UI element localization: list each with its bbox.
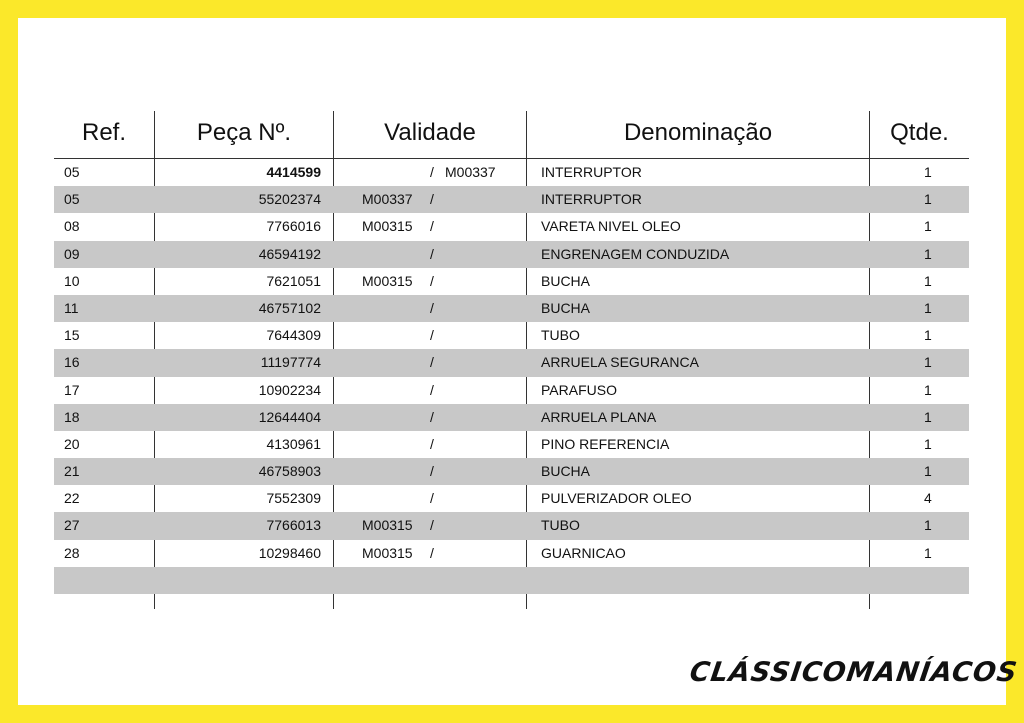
cell-qtde: 1 (924, 245, 932, 262)
cell-validade-separator: / (430, 245, 434, 262)
cell-validade-separator: / (430, 381, 434, 398)
table-row (54, 567, 969, 594)
table-body (54, 159, 969, 594)
cell-qtde: 4 (924, 490, 932, 507)
cell-denominacao: BUCHA (541, 272, 591, 289)
cell-qtde: 1 (924, 218, 932, 235)
cell-ref: 18 (64, 408, 80, 425)
cell-qtde: 1 (924, 381, 932, 398)
cell-validade-start: M00337 (362, 191, 413, 208)
table-row (54, 268, 969, 295)
cell-denominacao: TUBO (541, 327, 580, 344)
cell-peca: 4414599 (266, 164, 321, 180)
cell-denominacao: TUBO (541, 517, 580, 534)
cell-qtde: 1 (924, 164, 932, 180)
table-row (54, 458, 969, 485)
cell-validade-separator: / (430, 164, 434, 180)
table-row (54, 213, 969, 240)
cell-peca: 55202374 (258, 191, 321, 208)
cell-qtde: 1 (924, 435, 932, 452)
cell-validade-end: M00337 (445, 164, 496, 180)
header-ref: Ref. (81, 119, 126, 146)
cell-peca: 10298460 (258, 544, 321, 561)
cell-qtde: 1 (924, 354, 932, 371)
cell-denominacao: INTERRUPTOR (541, 164, 642, 180)
cell-peca: 46757102 (258, 299, 321, 316)
table-row (54, 485, 969, 512)
cell-peca: 7766013 (266, 517, 321, 534)
cell-ref: 16 (64, 354, 80, 371)
cell-validade-start: M00315 (362, 272, 413, 289)
cell-denominacao: ARRUELA SEGURANCA (541, 354, 699, 371)
table-row (54, 540, 969, 567)
cell-denominacao: PULVERIZADOR OLEO (541, 490, 692, 507)
table-row (54, 159, 969, 186)
header-denominacao: Denominação (623, 119, 773, 146)
header-validade: Validade (384, 119, 476, 146)
table-row (54, 512, 969, 539)
cell-denominacao: GUARNICAO (541, 544, 626, 561)
cell-validade-separator: / (430, 463, 434, 480)
cell-ref: 28 (64, 544, 80, 561)
cell-peca: 4130961 (266, 435, 321, 452)
cell-qtde: 1 (924, 544, 932, 561)
cell-qtde: 1 (924, 327, 932, 344)
table-row (54, 349, 969, 376)
cell-peca: 46594192 (258, 245, 321, 262)
cell-validade-separator: / (430, 490, 434, 507)
cell-denominacao: VARETA NIVEL OLEO (541, 218, 681, 235)
cell-validade-separator: / (430, 517, 434, 534)
cell-ref: 17 (64, 381, 80, 398)
table-row (54, 404, 969, 431)
brand-logo: CLÁSSICOMANÍACOS (687, 657, 1020, 688)
cell-ref: 09 (64, 245, 80, 262)
cell-peca: 7644309 (266, 327, 321, 344)
cell-peca: 46758903 (258, 463, 321, 480)
cell-ref: 08 (64, 218, 80, 235)
cell-peca: 7766016 (266, 218, 321, 235)
cell-denominacao: ENGRENAGEM CONDUZIDA (541, 245, 730, 262)
cell-qtde: 1 (924, 299, 932, 316)
cell-denominacao: INTERRUPTOR (541, 191, 642, 208)
cell-peca: 11197774 (260, 354, 321, 371)
table-row (54, 431, 969, 458)
table-row (54, 241, 969, 268)
table-row (54, 186, 969, 213)
cell-validade-separator: / (430, 544, 434, 561)
table-header (54, 111, 969, 158)
cell-validade-start: M00315 (362, 544, 413, 561)
cell-denominacao: BUCHA (541, 299, 591, 316)
table-row (54, 322, 969, 349)
cell-ref: 27 (64, 517, 80, 534)
cell-validade-separator: / (430, 408, 434, 425)
cell-peca: 7621051 (266, 272, 321, 289)
cell-peca: 10902234 (258, 381, 321, 398)
cell-qtde: 1 (924, 463, 932, 480)
document-page (18, 18, 1020, 705)
header-qtde: Qtde. (890, 119, 949, 146)
cell-validade-separator: / (430, 299, 434, 316)
cell-validade-start: M00315 (362, 517, 413, 534)
table-row (54, 295, 969, 322)
cell-qtde: 1 (924, 517, 932, 534)
table-row (54, 377, 969, 404)
cell-validade-separator: / (430, 327, 434, 344)
cell-ref: 10 (64, 272, 80, 289)
cell-peca: 7552309 (266, 490, 321, 507)
cell-ref: 05 (64, 191, 80, 208)
cell-validade-start: M00315 (362, 218, 413, 235)
cell-qtde: 1 (924, 272, 932, 289)
cell-ref: 11 (64, 299, 79, 316)
cell-denominacao: PINO REFERENCIA (541, 435, 670, 452)
parts-table (54, 111, 969, 561)
cell-ref: 21 (64, 463, 80, 480)
cell-denominacao: ARRUELA PLANA (541, 408, 657, 425)
cell-ref: 15 (64, 327, 80, 344)
cell-validade-separator: / (430, 435, 434, 452)
cell-validade-separator: / (430, 272, 434, 289)
cell-qtde: 1 (924, 408, 932, 425)
cell-validade-separator: / (430, 191, 434, 208)
cell-ref: 20 (64, 435, 80, 452)
cell-validade-separator: / (430, 354, 434, 371)
cell-qtde: 1 (924, 191, 932, 208)
cell-ref: 22 (64, 490, 80, 507)
cell-ref: 05 (64, 164, 80, 180)
cell-denominacao: BUCHA (541, 463, 591, 480)
cell-denominacao: PARAFUSO (541, 381, 617, 398)
cell-peca: 12644404 (258, 408, 321, 425)
header-peca: Peça Nº. (196, 119, 292, 146)
cell-validade-separator: / (430, 218, 434, 235)
